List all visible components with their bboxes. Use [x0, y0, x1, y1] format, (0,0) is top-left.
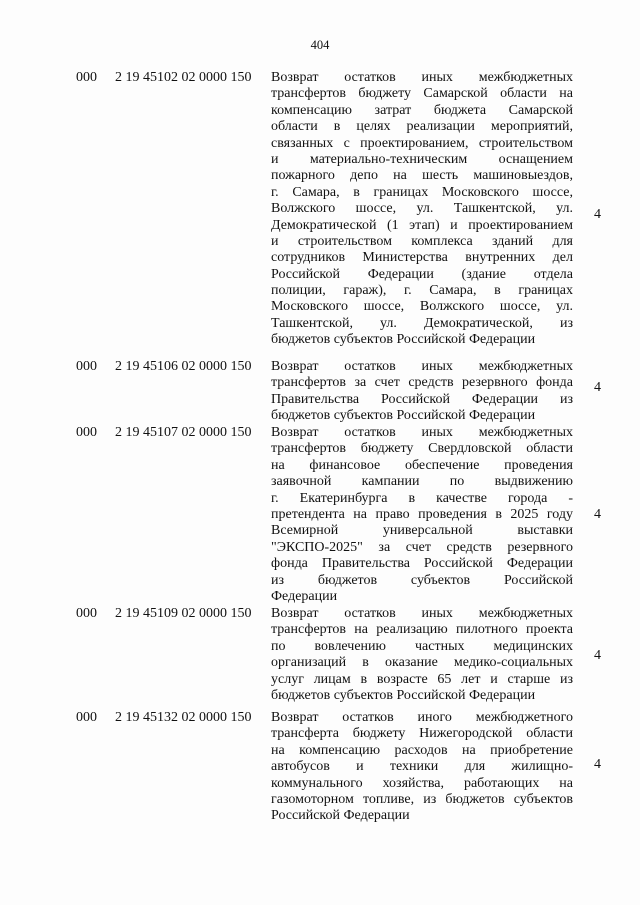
- description-line: на компенсацию расходов на приобретение: [271, 742, 573, 758]
- description-line: Правительства Российской Федерации из: [271, 391, 573, 407]
- admin-code: 000: [76, 425, 97, 440]
- admin-code: 000: [76, 710, 97, 725]
- description-line: Московского шоссе, Волжского шоссе, ул.: [271, 299, 573, 315]
- description-line: трансферта бюджету Нижегородской области: [271, 726, 573, 742]
- description-line: Федерации: [271, 588, 338, 604]
- description-line: трансфертов на реализацию пилотного проекта: [271, 622, 573, 638]
- classifier-number: 4: [594, 207, 601, 222]
- income-description: [271, 710, 573, 825]
- description-line: трансфертов бюджету Свердловской области: [271, 441, 573, 457]
- income-description: [271, 606, 573, 704]
- description-line: услуг лицам в возрасте 65 лет и старше из: [271, 671, 573, 687]
- description-line: коммунального хозяйства, работающих на: [271, 775, 573, 791]
- description-line: компенсацию затрат бюджета Самарской: [271, 102, 573, 118]
- budget-classification-code: 2 19 45132 02 0000 150: [115, 710, 252, 725]
- page-number: 404: [310, 38, 330, 52]
- description-line: г. Самара, в границах Московского шоссе,: [271, 184, 573, 200]
- budget-classification-code: 2 19 45106 02 0000 150: [115, 359, 252, 374]
- classifier-number: 4: [594, 507, 601, 522]
- description-line: бюджетов субъектов Российской Федерации: [271, 408, 536, 424]
- description-line: заявочной кампании по выдвижению: [271, 474, 573, 490]
- description-line: трансфертов бюджету Самарской области на: [271, 86, 573, 102]
- description-line: по вовлечению частных медицинских: [271, 638, 573, 654]
- description-line: пожарного депо на шесть машиновыездов,: [271, 168, 573, 184]
- description-line: Возврат остатков иных межбюджетных: [271, 70, 573, 85]
- description-line: Возврат остатков иного межбюджетного: [271, 710, 573, 725]
- description-line: организаций в оказание медико-социальных: [271, 655, 573, 671]
- classifier-number: 4: [594, 648, 601, 663]
- description-line: трансфертов за счет средств резервного фонда: [271, 375, 573, 391]
- admin-code: 000: [76, 70, 97, 85]
- description-line: на финансовое обеспечение проведения: [271, 457, 573, 473]
- description-line: Российской Федерации (здание отдела: [271, 266, 573, 282]
- income-description: [271, 359, 573, 425]
- description-line: Возврат остатков иных межбюджетных: [271, 359, 573, 374]
- budget-classification-code: 2 19 45109 02 0000 150: [115, 606, 252, 621]
- description-line: "ЭКСПО-2025" за счет средств резервного: [271, 539, 573, 555]
- income-description: [271, 70, 573, 349]
- description-line: автобусов и техники для жилищно-: [271, 759, 573, 775]
- description-line: Демократической (1 этап) и проектированием: [271, 217, 573, 233]
- description-line: бюджетов субъектов Российской Федерации: [271, 332, 536, 348]
- description-line: Волжского шоссе, ул. Ташкентской, ул.: [271, 201, 573, 217]
- classifier-number: 4: [594, 380, 601, 395]
- description-line: из бюджетов субъектов Российской: [271, 572, 573, 588]
- description-line: Возврат остатков иных межбюджетных: [271, 425, 573, 440]
- description-line: и строительством комплекса зданий для: [271, 233, 573, 249]
- description-line: полиции, гараж), г. Самара, в границах: [271, 283, 573, 299]
- classifier-number: 4: [594, 757, 601, 772]
- description-line: фонда Правительства Российской Федерации: [271, 556, 573, 572]
- description-line: сотрудников Министерства внутренних дел: [271, 250, 573, 266]
- description-line: бюджетов субъектов Российской Федерации: [271, 687, 536, 703]
- income-description: [271, 425, 573, 605]
- description-line: претендента на право проведения в 2025 году: [271, 506, 573, 522]
- description-line: связанных с проектированием, строительством: [271, 135, 573, 151]
- description-line: Российской Федерации: [271, 808, 410, 824]
- description-line: Всемирной универсальной выставки: [271, 523, 573, 539]
- description-line: и материально-техническим оснащением: [271, 151, 573, 167]
- admin-code: 000: [76, 606, 97, 621]
- description-line: Ташкентской, ул. Демократической, из: [271, 315, 573, 331]
- budget-classification-code: 2 19 45107 02 0000 150: [115, 425, 252, 440]
- description-line: г. Екатеринбурга в качестве города -: [271, 490, 573, 506]
- description-line: газомоторном топливе, из бюджетов субъектов: [271, 791, 573, 807]
- description-line: Возврат остатков иных межбюджетных: [271, 606, 573, 621]
- admin-code: 000: [76, 359, 97, 374]
- budget-classification-code: 2 19 45102 02 0000 150: [115, 70, 252, 85]
- description-line: области в целях реализации мероприятий,: [271, 119, 573, 135]
